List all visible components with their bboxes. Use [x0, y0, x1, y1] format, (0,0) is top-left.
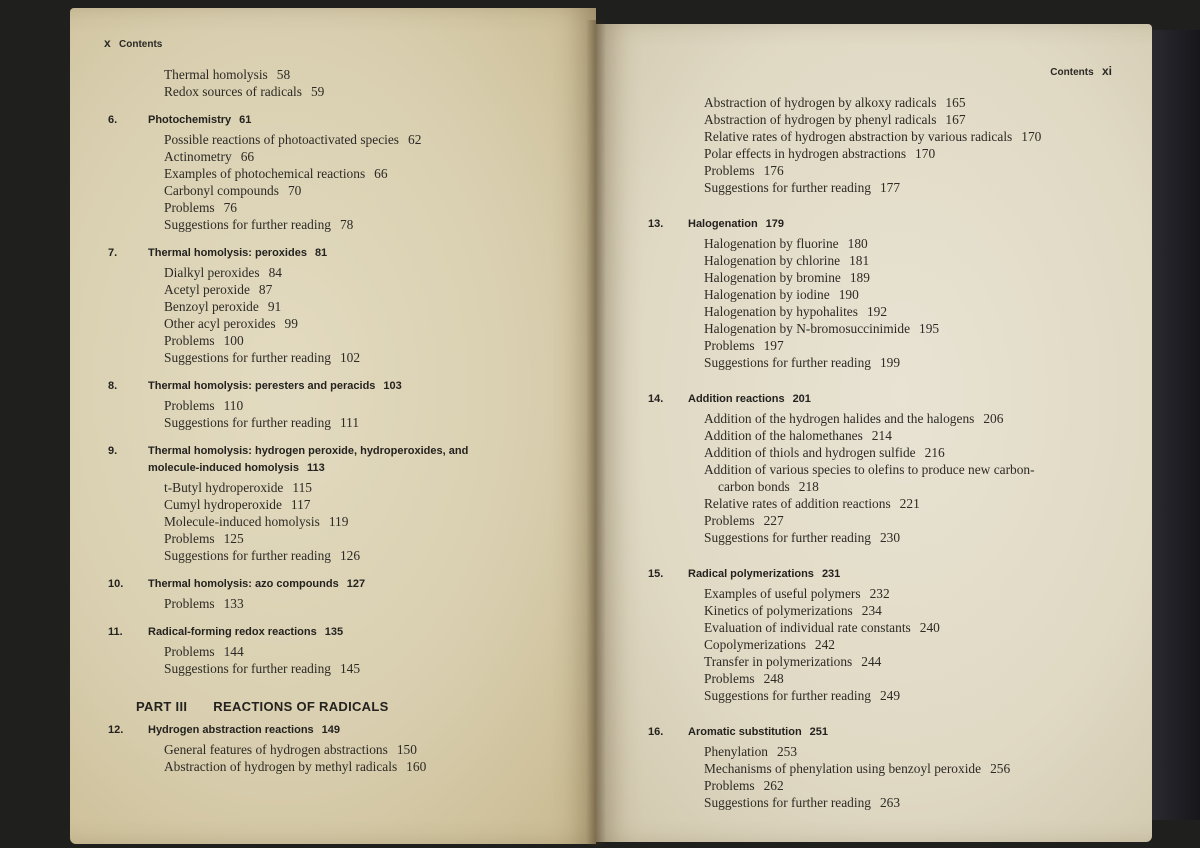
running-head-right: [1050, 64, 1112, 78]
toc-entry: Examples of useful polymers 232: [704, 586, 890, 601]
right-page: [596, 24, 1152, 842]
book-cover-edge: [1150, 30, 1200, 820]
toc-entry: Evaluation of individual rate constants 240: [704, 620, 940, 635]
toc-entry: Copolymerizations 242: [704, 637, 835, 652]
toc-entry: Suggestions for further reading 249: [704, 688, 901, 703]
toc-entry: Problems 110: [164, 398, 244, 413]
toc-entry: Suggestions for further reading 126: [164, 548, 361, 563]
toc-entry: Halogenation by chlorine 181: [704, 253, 870, 268]
toc-entry: Actinometry 66: [164, 149, 255, 164]
toc-chapter-10: [108, 576, 588, 612]
toc-entry: t-Butyl hydroperoxide 115: [164, 480, 312, 495]
toc-left: [108, 66, 588, 787]
chapter-heading: 7. Thermal homolysis: peroxides 81: [108, 247, 328, 259]
toc-chapter-16: [648, 724, 1138, 811]
toc-entry: Halogenation by N-bromosuccinimide 195: [704, 321, 940, 336]
toc-entry: Examples of photochemical reactions 66: [164, 166, 388, 181]
toc-entry: Cumyl hydroperoxide 117: [164, 497, 311, 512]
toc-entry: Suggestions for further reading 177: [704, 180, 901, 195]
toc-entry: Suggestions for further reading 102: [164, 350, 361, 365]
running-head-label: Contents: [119, 39, 163, 50]
lead-entries-left: [108, 66, 588, 100]
toc-entry: Phenylation 253: [704, 744, 798, 759]
toc-entry: Problems 76: [164, 200, 237, 215]
toc-entry: Suggestions for further reading 230: [704, 530, 901, 545]
chapter-heading: 10. Thermal homolysis: azo compounds 127: [108, 578, 366, 590]
toc-entry: Molecule-induced homolysis 119: [164, 514, 349, 529]
toc-entry: Addition of the hydrogen halides and the halogens 206: [704, 411, 1004, 426]
toc-entry: Polar effects in hydrogen abstractions 170: [704, 146, 936, 161]
toc-entry: Transfer in polymerizations 244: [704, 654, 882, 669]
toc-entry: Abstraction of hydrogen by alkoxy radicals 165: [704, 95, 966, 110]
toc-entry: Problems 176: [704, 163, 784, 178]
chapter-heading: 15. Radical polymerizations 231: [648, 568, 841, 580]
toc-chapter-13: [648, 216, 1138, 371]
toc-chapter-11: [108, 624, 588, 677]
page-number-roman: xi: [1101, 64, 1112, 78]
toc-entry: Dialkyl peroxides 84: [164, 265, 282, 280]
chapter-heading: 14. Addition reactions 201: [648, 393, 811, 405]
chapter-heading: 6. Photochemistry 61: [108, 114, 252, 126]
book-gutter: [586, 20, 606, 846]
toc-entry: Problems 125: [164, 531, 244, 546]
toc-entry: Halogenation by hypohalites 192: [704, 304, 888, 319]
toc-entry: Suggestions for further reading 263: [704, 795, 901, 810]
toc-entry: Benzoyl peroxide 91: [164, 299, 282, 314]
chapter-heading: 11. Radical-forming redox reactions 135: [108, 626, 344, 638]
toc-entry: Other acyl peroxides 99: [164, 316, 298, 331]
toc-chapter-9: [108, 443, 588, 564]
toc-entry: Problems 100: [164, 333, 244, 348]
toc-chapter-15: [648, 566, 1138, 704]
toc-entry: Problems 144: [164, 644, 244, 659]
toc-entry: Mechanisms of phenylation using benzoyl peroxide 256: [704, 761, 1011, 776]
toc-entry: Acetyl peroxide 87: [164, 282, 273, 297]
chapter-heading: 16. Aromatic substitution 251: [648, 726, 829, 738]
toc-entry: Abstraction of hydrogen by methyl radicals 160: [164, 759, 427, 774]
toc-entry: Halogenation by iodine 190: [704, 287, 859, 302]
toc-entry: Thermal homolysis 58: [164, 67, 291, 82]
toc-entry: Suggestions for further reading 199: [704, 355, 901, 370]
toc-entry: Suggestions for further reading 78: [164, 217, 354, 232]
chapter-heading: 9. Thermal homolysis: hydrogen peroxide, hydroperoxides, and molecule-induced homolysis 113: [108, 445, 469, 474]
toc-entry: Carbonyl compounds 70: [164, 183, 302, 198]
toc-entry: Relative rates of addition reactions 221: [704, 496, 920, 511]
chapter-heading: 8. Thermal homolysis: peresters and peracids 103: [108, 380, 402, 392]
toc-entry: Halogenation by fluorine 180: [704, 236, 868, 251]
toc-entry: General features of hydrogen abstractions 150: [164, 742, 417, 757]
toc-right: [648, 94, 1138, 823]
toc-entry: Problems 227: [704, 513, 784, 528]
toc-chapter-7: [108, 245, 588, 366]
toc-chapter-14: [648, 391, 1138, 546]
toc-entry: Relative rates of hydrogen abstraction by various radicals 170: [704, 129, 1042, 144]
toc-entry: Suggestions for further reading 145: [164, 661, 361, 676]
toc-entry: Addition of the halomethanes 214: [704, 428, 892, 443]
toc-chapter-6: [108, 112, 588, 233]
toc-entry: Redox sources of radicals 59: [164, 84, 325, 99]
toc-entry: Problems 262: [704, 778, 784, 793]
toc-entry: Problems 133: [164, 596, 244, 611]
toc-entry: Problems 248: [704, 671, 784, 686]
toc-entry: Addition of thiols and hydrogen sulfide 216: [704, 445, 945, 460]
toc-chapter-8: [108, 378, 588, 431]
toc-entry: Possible reactions of photoactivated species 62: [164, 132, 422, 147]
toc-entry: Addition of various species to olefins to produce new carbon-carbon bonds 218: [704, 462, 1035, 494]
page-number-roman: x: [104, 36, 111, 50]
toc-entry: Kinetics of polymerizations 234: [704, 603, 882, 618]
lead-entries-right: [648, 94, 1138, 196]
toc-entry: Halogenation by bromine 189: [704, 270, 870, 285]
chapter-heading: 12. Hydrogen abstraction reactions 149: [108, 724, 341, 736]
toc-entry: Abstraction of hydrogen by phenyl radicals 167: [704, 112, 966, 127]
running-head-left: [104, 36, 162, 50]
toc-chapter-12: [108, 722, 588, 775]
toc-entry: Problems 197: [704, 338, 784, 353]
chapter-heading: 13. Halogenation 179: [648, 218, 785, 230]
toc-entry: Suggestions for further reading 111: [164, 415, 360, 430]
running-head-label: Contents: [1050, 67, 1094, 78]
part-heading: PART III REACTIONS OF RADICALS: [136, 699, 389, 714]
left-page: [70, 8, 596, 844]
